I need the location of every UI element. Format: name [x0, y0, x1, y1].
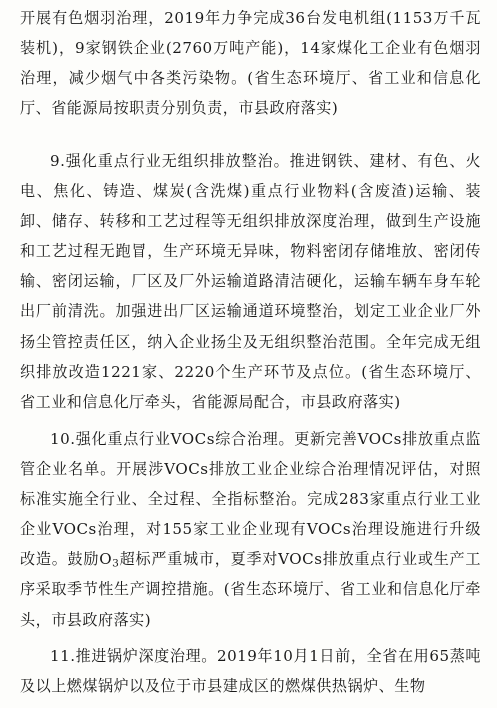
paragraph-text-after-subscript: 超标严重城市，夏季对VOCs排放重点行业或生产工序采取季节性生产调控措施。(省生态环境厅、省工业和信息化厅牵头，市县政府落实)	[20, 550, 481, 629]
paragraph-text: 9.强化重点行业无组织排放整治。推进钢铁、建材、有色、火电、焦化、铸造、煤炭(含洗煤)重点行业物料(含废渣)运输、装卸、储存、转移和工艺过程等无组织排放深度治理，做到生产设施和工艺过程无跑冒，生产环境无异味，物料密闭存储堆放、密闭传输、密闭运输，厂区及厂外运输道路清洁硬化，运输车辆车身车轮出厂前清洗。加强进出厂区运输通道环境整治，划定工业企业厂外扬尘管控责任区，纳入企业扬尘及无组织整治范围。全年完成无组织排放改造1221家、2220个生产环节及点位。(省生态环境厅、省工业和信息化厅牵头，省能源局配合，市县政府落实)	[20, 152, 481, 411]
paragraph-item-11-boiler-governance	[20, 641, 481, 701]
paragraph-text: 11.推进锅炉深度治理。2019年10月1日前，全省在用65蒸吨及以上燃煤锅炉以及位于市县建成区的燃煤供热锅炉、生物	[20, 647, 481, 696]
paragraph-item-9-unorganized-emissions	[20, 146, 481, 417]
paragraph-smoke-plume-governance	[20, 3, 481, 123]
ozone-subscript: 3	[112, 558, 120, 571]
paragraph-text: 开展有色烟羽治理，2019年力争完成36台发电机组(1153万千瓦装机)，9家钢铁企业(2760万吨产能)，14家煤化工企业有色烟羽治理，减少烟气中各类污染物。(省生态环境厅、省工业和信息化厅、省能源局按职责分别负责，市县政府落实)	[20, 9, 481, 118]
paragraph-item-10-vocs-governance	[20, 424, 481, 635]
paragraph-text-before-subscript: 10.强化重点行业VOCs综合治理。更新完善VOCs排放重点监管企业名单。开展涉VOCs排放工业企业综合治理情况评估，对照标准实施全行业、全过程、全指标整治。完成283家重点行业工业企业VOCs治理，对155家工业企业现有VOCs治理设施进行升级改造。鼓励O	[20, 430, 481, 569]
